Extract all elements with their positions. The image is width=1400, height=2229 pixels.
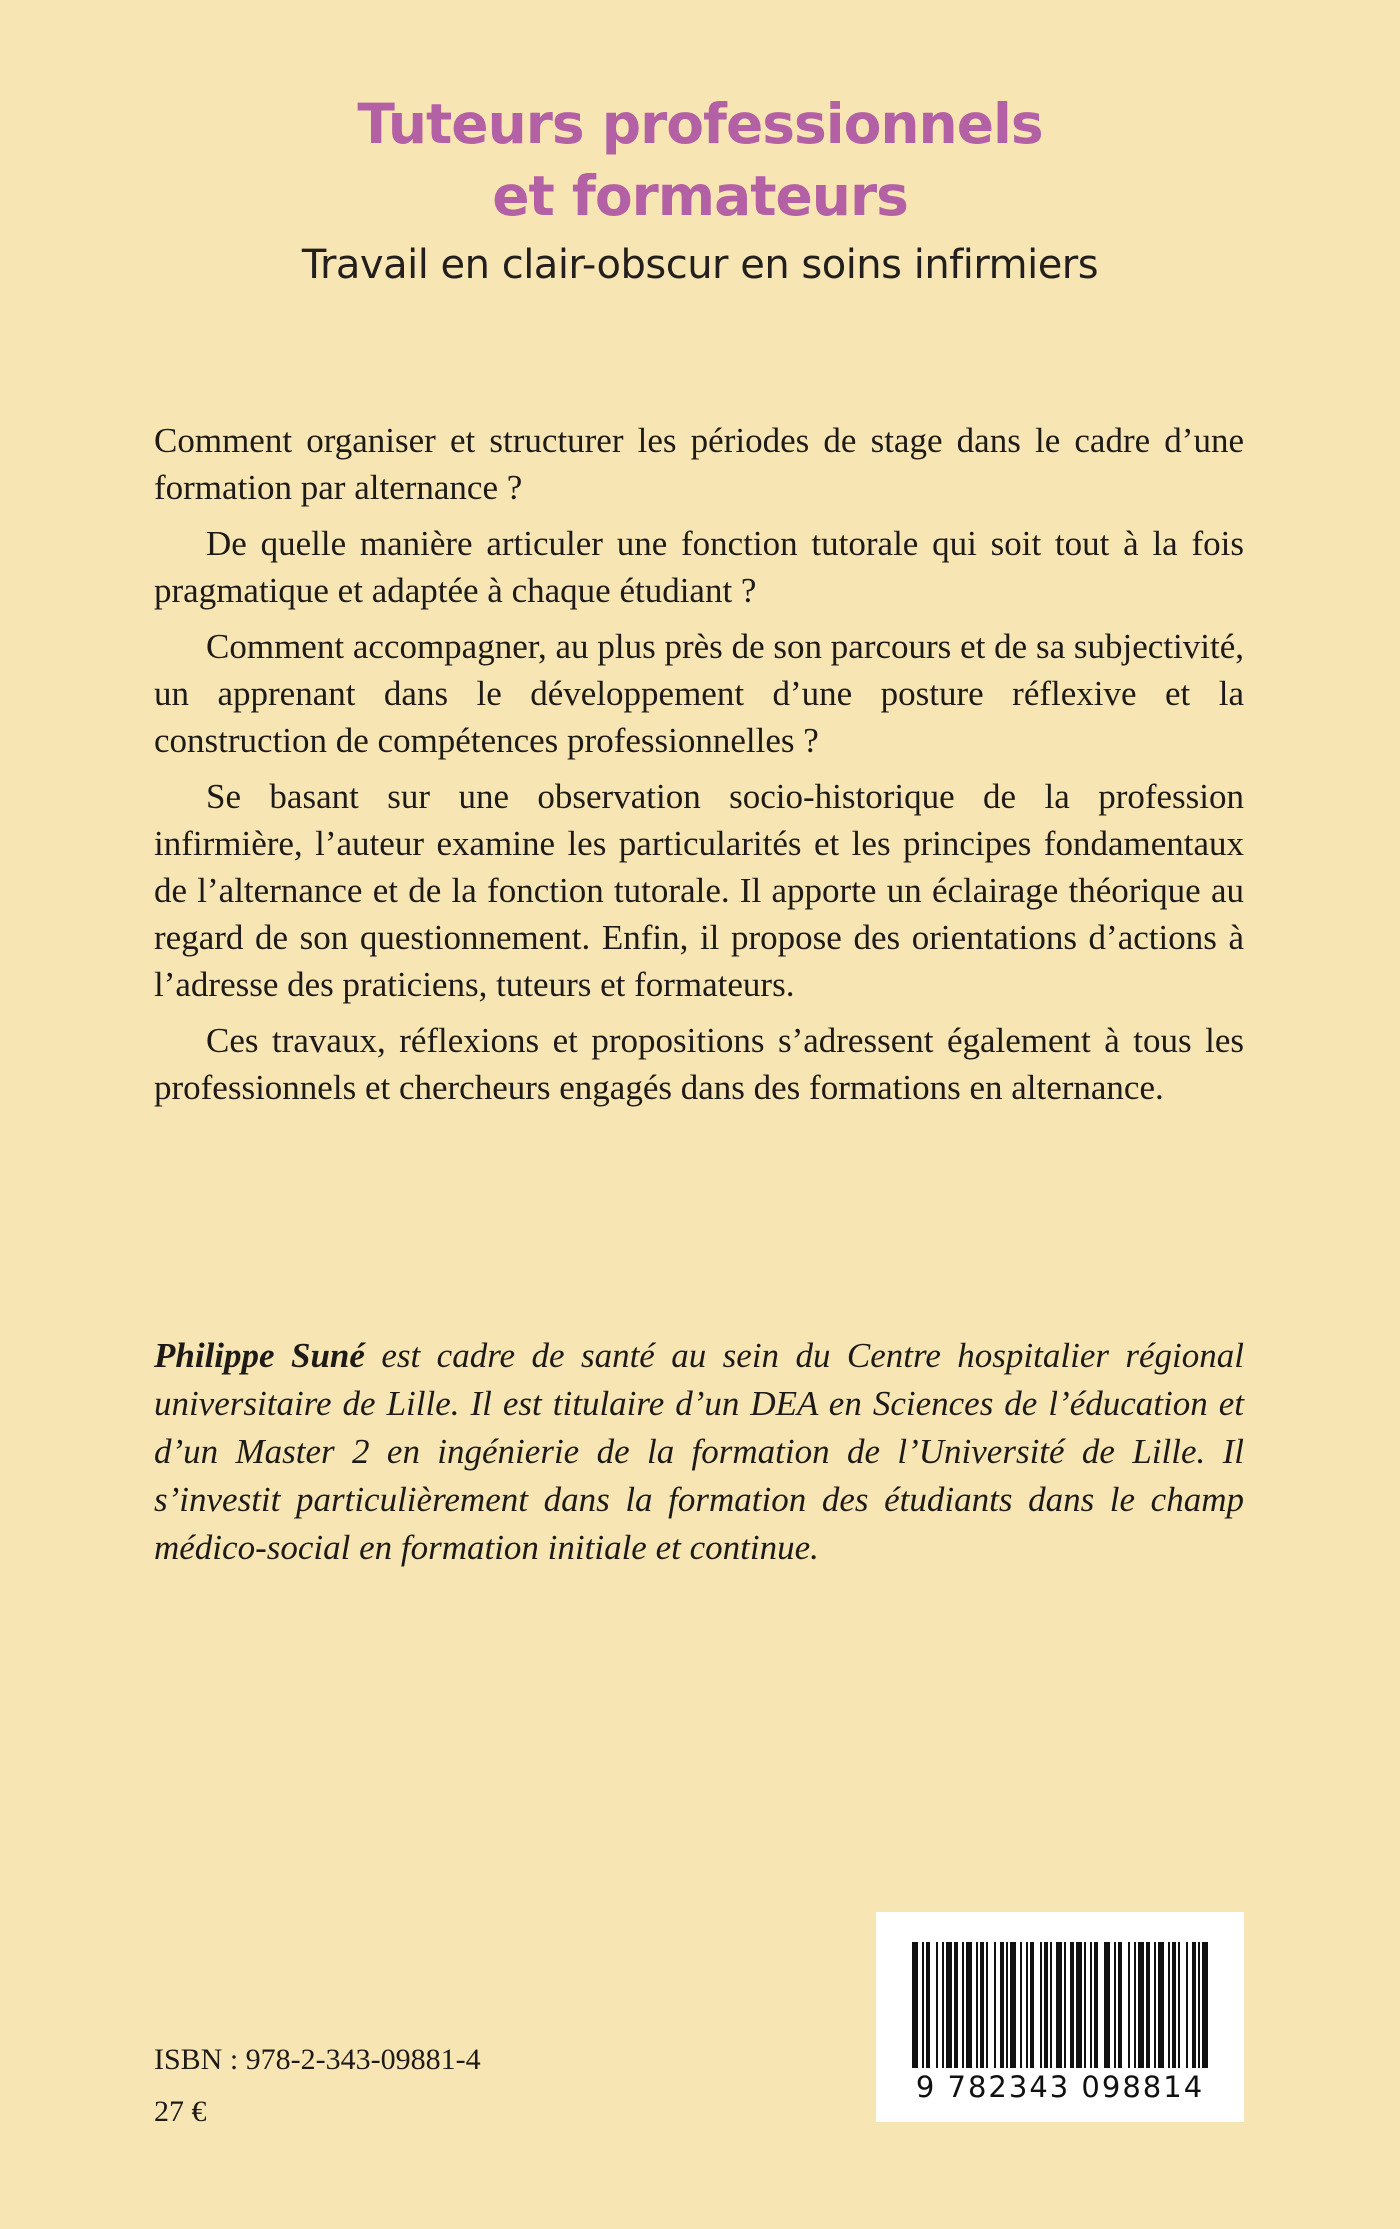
barcode-bar <box>1050 1942 1052 2068</box>
barcode-bar <box>994 1942 996 2068</box>
author-bio <box>154 1332 1244 1572</box>
barcode-bar <box>1020 1942 1022 2068</box>
barcode-bar <box>1044 1942 1048 2068</box>
barcode-bar <box>942 1942 944 2068</box>
barcode-bar <box>962 1942 964 2068</box>
barcode-bar <box>1084 1942 1086 2068</box>
barcode-bar <box>1158 1942 1164 2068</box>
author-name: Philippe Suné <box>154 1336 365 1375</box>
blurb <box>154 417 1244 1120</box>
barcode-bar <box>1172 1942 1176 2068</box>
barcode-bar <box>1026 1942 1028 2068</box>
barcode-bar <box>922 1942 924 2068</box>
author-bio-text: est cadre de santé au sein du Centre hospitalier régional universitaire de Lille. Il est titulaire d’un DEA en Sciences de l’éducation et d’un Master 2 en ingénierie de la formation de l’Université de Lille. Il s’investit particulièrement dans la formation des étudiants dans le champ médico-social en formation initiale et continue. <box>154 1336 1245 1567</box>
blurb-paragraph: Se basant sur une observation socio-historique de la profession infirmière, l’auteur examine les particularités et les principes fondamentaux de l’alternance et de la fonction tutorale. Il apporte un éclairage théorique au regard de son questionnement. Enfin, il propose des orientations d’actions à l’adresse des praticiens, tuteurs et formateurs. <box>154 777 1244 1004</box>
barcode-bar <box>926 1942 930 2068</box>
barcode-bar <box>1138 1942 1144 2068</box>
book-title-line-1: Tuteurs professionnels <box>357 92 1043 156</box>
barcode-bar <box>980 1942 984 2068</box>
barcode-bar <box>1056 1942 1062 2068</box>
barcode-bar <box>1134 1942 1136 2068</box>
barcode-bar <box>1154 1942 1156 2068</box>
barcode-bar <box>1076 1942 1082 2068</box>
barcode-bar <box>1114 1942 1116 2068</box>
book-subtitle: Travail en clair-obscur en soins infirmiers <box>301 242 1099 288</box>
cover-header <box>0 88 1400 292</box>
barcode-bar <box>936 1942 938 2068</box>
barcode-bar <box>1070 1942 1074 2068</box>
barcode-bar <box>1178 1942 1180 2068</box>
barcode-bar <box>1006 1942 1008 2068</box>
barcode-bar <box>946 1942 952 2068</box>
barcode-bar <box>1192 1942 1196 2068</box>
barcode <box>876 1912 1244 2122</box>
barcode-bar <box>1090 1942 1092 2068</box>
barcode-number: 9 782343 098814 <box>915 2070 1205 2104</box>
barcode-bar <box>966 1942 972 2068</box>
blurb-paragraph: Ces travaux, réflexions et propositions s’adressent également à tous les professionnels et chercheurs engagés dans des formations en alternance. <box>154 1021 1244 1107</box>
barcode-bar <box>1186 1942 1188 2068</box>
barcode-bar <box>1198 1942 1200 2068</box>
book-title <box>0 88 1400 232</box>
barcode-bar <box>976 1942 978 2068</box>
barcode-bar <box>1064 1942 1066 2068</box>
isbn: ISBN : 978-2-343-09881-4 <box>154 2043 481 2076</box>
barcode-bar <box>986 1942 988 2068</box>
barcode-bar <box>912 1942 918 2068</box>
blurb-paragraph: De quelle manière articuler une fonction tutorale qui soit tout à la fois pragmatique et adaptée à chaque étudiant ? <box>154 524 1244 610</box>
barcode-bar <box>954 1942 958 2068</box>
barcode-bar <box>1010 1942 1016 2068</box>
barcode-bar <box>1168 1942 1170 2068</box>
blurb-paragraph: Comment organiser et structurer les périodes de stage dans le cadre d’une formation par alternance ? <box>154 421 1244 507</box>
barcode-bar <box>1202 1942 1208 2068</box>
book-title-line-2: et formateurs <box>492 164 908 228</box>
barcode-bar <box>1128 1942 1130 2068</box>
barcode-bar <box>1146 1942 1150 2068</box>
blurb-paragraph: Comment accompagner, au plus près de son parcours et de sa subjectivité, un apprenant dans le développement d’une posture réflexive et la construction de compétences professionnelles ? <box>154 627 1244 760</box>
barcode-bar <box>1040 1942 1042 2068</box>
barcode-bar <box>1118 1942 1122 2068</box>
barcode-bar <box>1030 1942 1034 2068</box>
barcode-bar <box>1104 1942 1110 2068</box>
barcode-bar <box>1000 1942 1004 2068</box>
price: 27 € <box>154 2095 207 2128</box>
barcode-bars <box>912 1942 1208 2068</box>
barcode-bar <box>1094 1942 1098 2068</box>
